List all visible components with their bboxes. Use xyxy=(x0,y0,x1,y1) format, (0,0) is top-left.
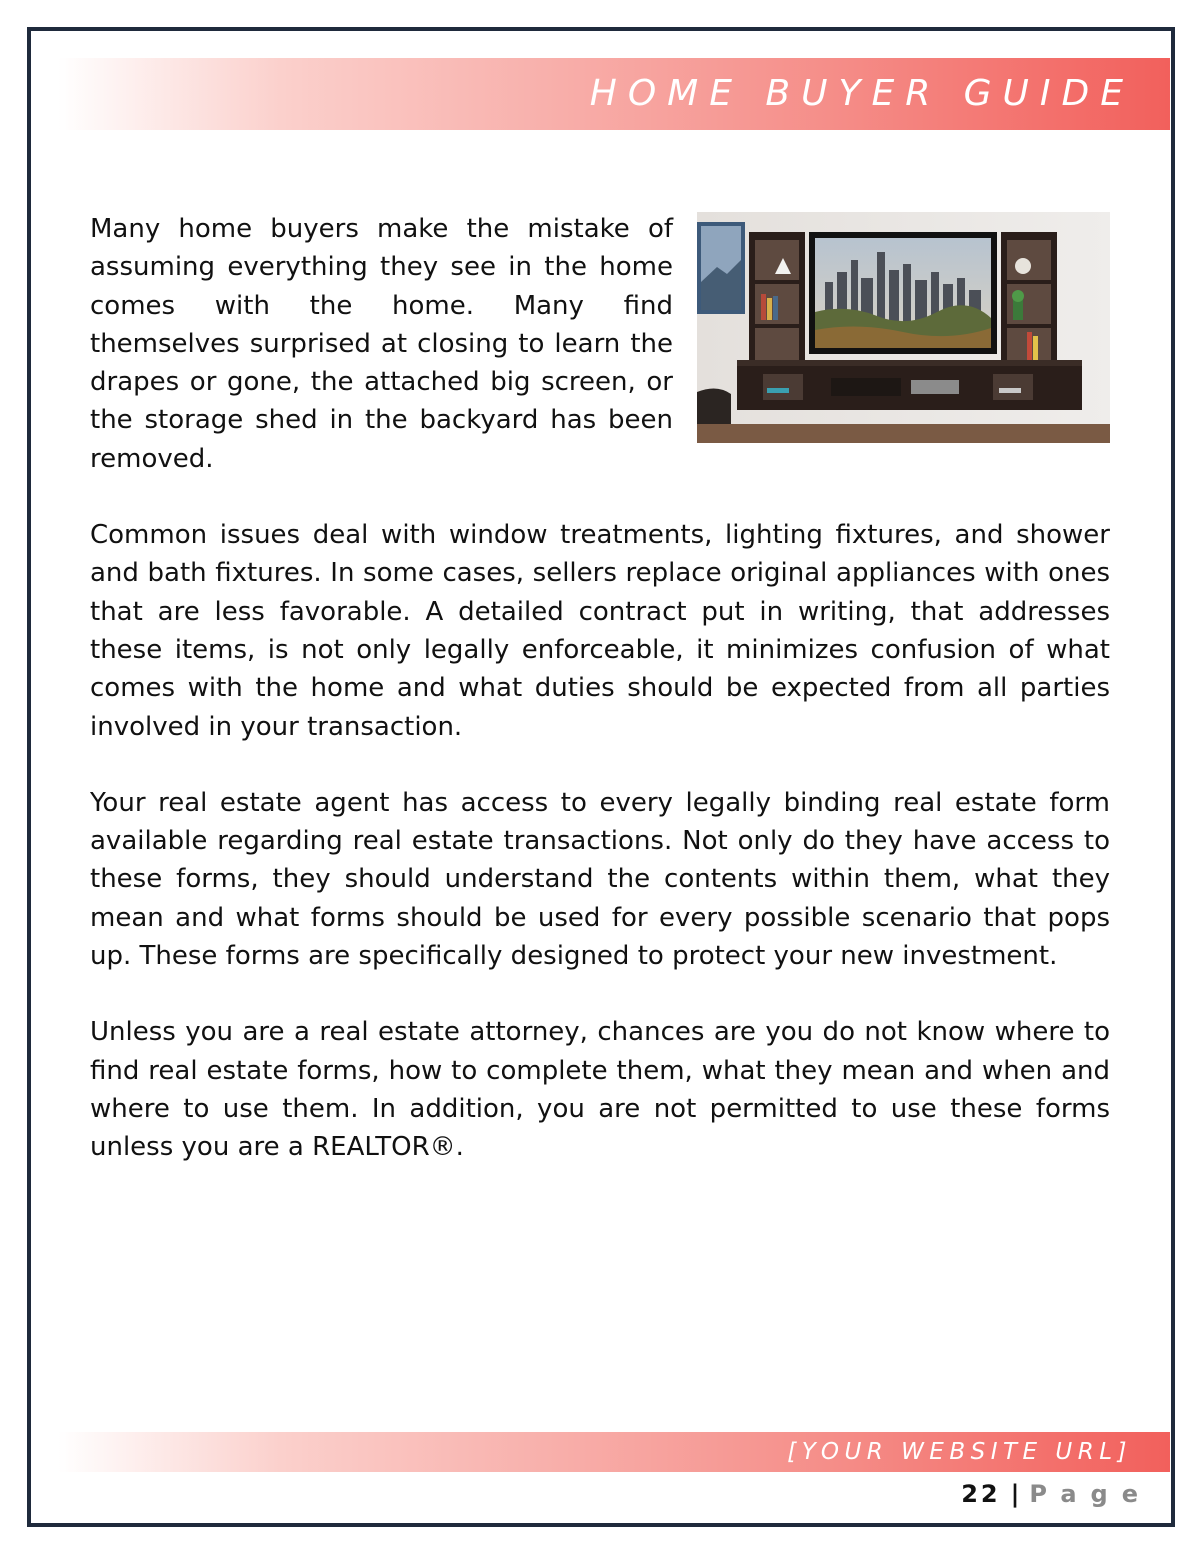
footer-banner xyxy=(58,1432,1170,1472)
paragraph-1: Many home buyers make the mistake of assuming everything they see in the home comes with the home. Many find themselves surprised at closing to learn the drapes or gone, the attached big screen, or the storage shed in the backyard has been removed. xyxy=(90,214,673,474)
website-url: [YOUR WEBSITE URL] xyxy=(787,1439,1132,1465)
page-number-value: 22 xyxy=(961,1480,1001,1508)
page-separator: | xyxy=(1010,1480,1020,1508)
paragraph-4: Unless you are a real estate attorney, chances are you do not know where to find real estate forms, how to complete them, what they mean and when and where to use them. In addition, you are not permitted to use these forms unless you are a REALTOR®. xyxy=(90,1017,1110,1163)
paragraph-3: Your real estate agent has access to every legally binding real estate form available regarding real estate transactions. Not only do they have access to these forms, they should understand the contents within them, what they mean and what forms should be used for every possible scenario that pops up. These forms are specifically designed to protect your new investment. xyxy=(90,787,1110,972)
page-number xyxy=(961,1478,1152,1510)
paragraph-2: Common issues deal with window treatments, lighting fixtures, and shower and bath fixtures. In some cases, sellers replace original appliances with ones that are less favorable. A detailed contract put in writing, that addresses these items, is not only legally enforceable, it minimizes confusion of what comes with the home and what duties should be expected from all parties involved in your transaction. xyxy=(90,520,1110,742)
page-word: Page xyxy=(1029,1480,1152,1508)
body-content xyxy=(90,210,1110,1205)
header-title: HOME BUYER GUIDE xyxy=(589,73,1134,114)
header-banner xyxy=(58,58,1170,130)
